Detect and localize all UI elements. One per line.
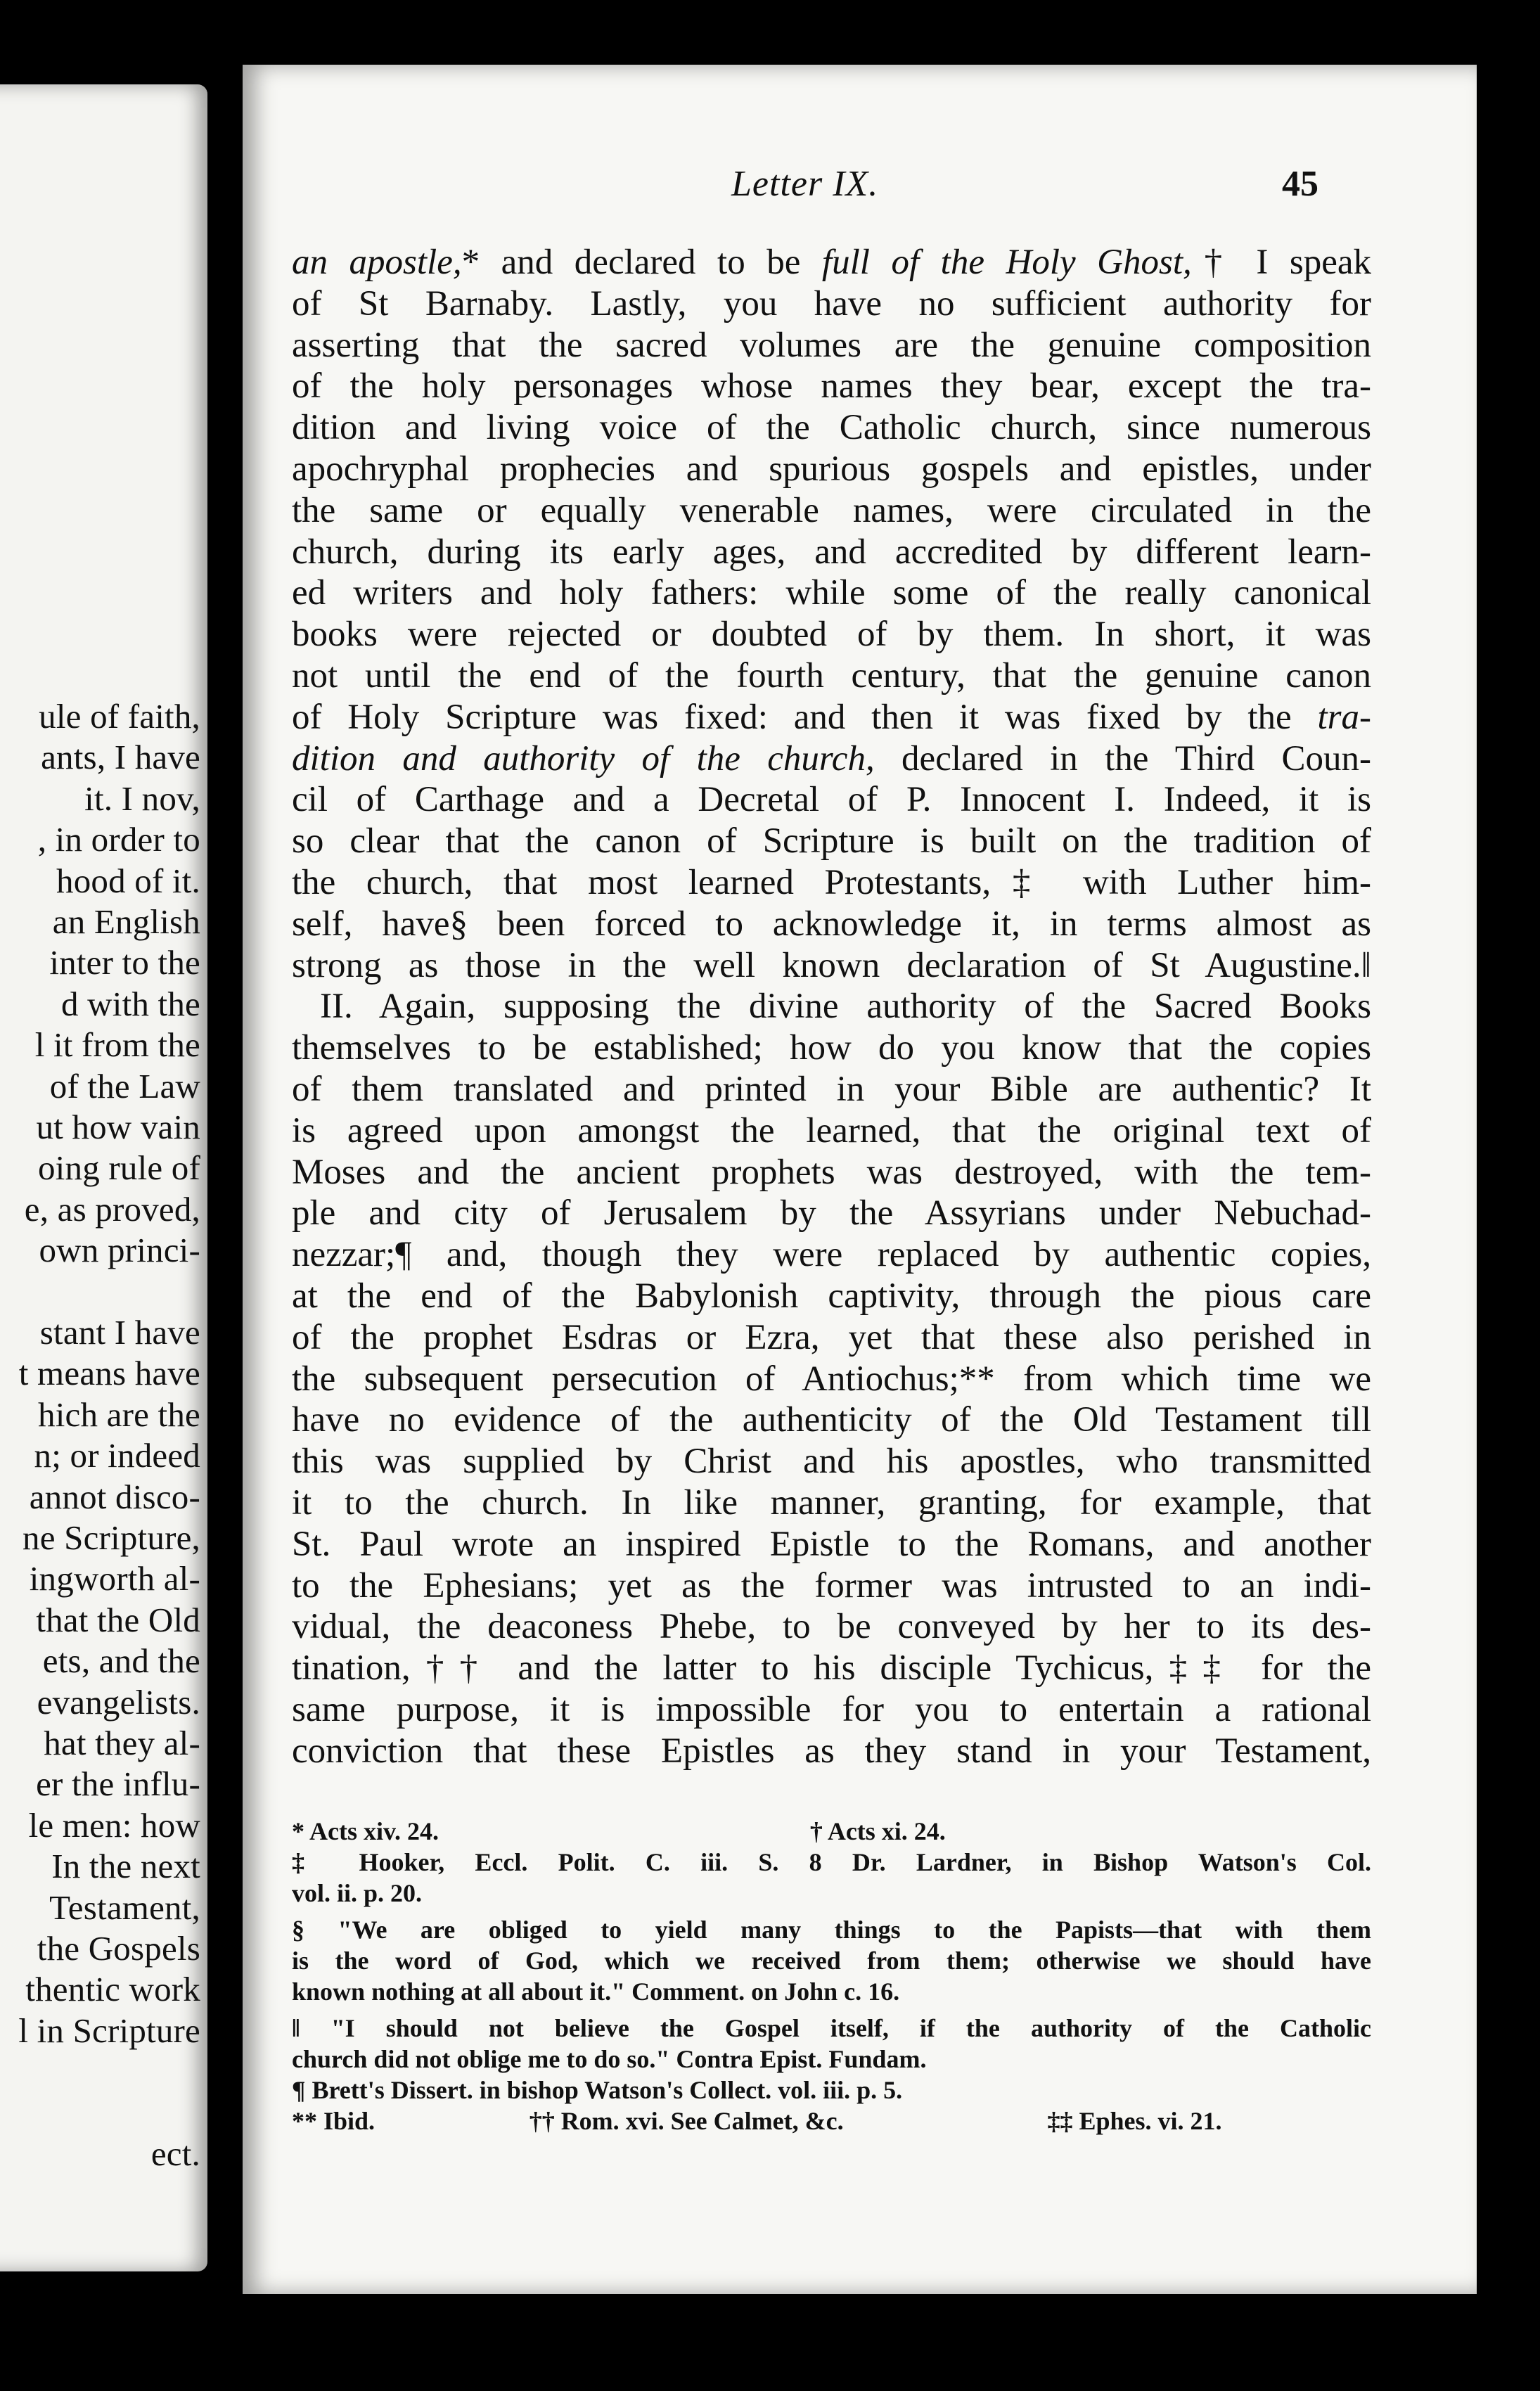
running-head: Letter IX. [731,164,879,204]
text-line: an apostle,* and declared to be full of the Holy Ghost,† I speak [292,243,1372,282]
text-line: conviction that these Epistles as they stand in your Testament, [292,1731,1371,1771]
left-page-line: ule of faith, [39,697,200,736]
left-page-line: er the influ- [36,1764,200,1804]
text-line: asserting that the sacred volumes are the genuine composition [292,325,1371,365]
text-line: vidual, the deaconess Phebe, to be conveyed by her to its des- [292,1607,1371,1647]
text-line: of Holy Scripture was fixed: and then it was fixed by the tra- [292,697,1371,737]
left-page-line: n; or indeed [34,1436,200,1475]
text-line: books were rejected or doubted of by them. In short, it was [292,615,1371,655]
text-line: have no evidence of the authenticity of the Old Testament till [292,1400,1371,1440]
left-page-line: it. I nov, [84,778,200,818]
text-line: dition and authority of the church, declared in the Third Coun- [292,738,1372,778]
left-page-line: ut how vain [36,1108,200,1146]
text-line: of them translated and printed in your Bible are authentic? It [292,1069,1371,1109]
text-line: church, during its early ages, and accredited by different learn- [292,532,1371,572]
text-line: tination,†† and the latter to his disciple Tychicus,‡‡ for the [292,1648,1371,1688]
left-page-line: inter to the [49,943,200,982]
footnote: is the word of God, which we received from them; otherwise we should have [292,1947,1371,1975]
page-number: 45 [1282,164,1318,204]
text-line: to the Ephesians; yet as the former was intrusted to an indi- [292,1565,1371,1605]
text-line: cil of Carthage and a Decretal of P. Innocent I. Indeed, it is [292,780,1371,820]
left-page-line: le men: how [28,1805,200,1845]
left-page-line: ingworth al- [29,1559,200,1598]
left-page-line: oing rule of [37,1148,200,1188]
text-line: ple and city of Jerusalem by the Assyrians under Nebuchad- [292,1193,1371,1233]
text-line: so clear that the canon of Scripture is built on the tradition of [292,821,1371,861]
left-page-line: Testament, [49,1887,200,1927]
footnote-row [292,2105,1371,2136]
left-page-line: annot disco- [29,1477,200,1516]
text-line: the subsequent persecution of Antiochus;** from which time we [292,1359,1371,1399]
footnote-row [292,1816,1371,1847]
text-line: this was supplied by Christ and his apostles, who transmitted [292,1442,1371,1482]
footnote: § "We are obliged to yield many things to the Papists—that with them [292,1916,1371,1944]
left-page-line: t means have [18,1354,200,1393]
footnote: †† Rom. xvi. See Calmet, &c. [529,2107,844,2135]
page-header [243,163,1368,212]
body-text [292,242,1371,1771]
footnote: known nothing at all about it." Comment. on John c. 16. [292,1977,900,2006]
text-line: ed writers and holy fathers: while some of the really canonical [292,573,1371,613]
left-page-line: ets, and the [42,1641,200,1681]
left-page-line: thentic work [25,1970,200,2009]
text-line: at the end of the Babylonish captivity, through the pious care [292,1276,1371,1316]
left-page-fragment [0,84,207,2271]
text-line: II. Again, supposing the divine authority of the Sacred Books [320,987,1371,1027]
text-line: of St Barnaby. Lastly, you have no sufficient authority for [292,283,1371,323]
footnote: * Acts xiv. 24. [292,1817,439,1845]
left-page-line: evangelists. [37,1682,200,1722]
footnote: vol. ii. p. 20. [292,1879,423,1907]
left-page-line: e, as proved, [24,1189,200,1229]
footnotes [292,1816,1371,2136]
left-page-line: , in order to [37,820,200,859]
text-line: strong as those in the well known declaration of St Augustine.‖ [292,945,1371,985]
right-page [243,65,1477,2294]
left-page-line: ne Scripture, [23,1518,200,1557]
text-line: same purpose, it is impossible for you to entertain a rational [292,1689,1371,1729]
text-line: themselves to be established; how do you know that the copies [292,1028,1371,1068]
left-page-line: In the next [51,1847,200,1886]
text-line: it to the church. In like manner, granting, for example, that [292,1482,1371,1523]
left-page-line: l in Scripture [18,2011,200,2050]
left-page-line: of the Law [49,1066,200,1105]
left-page-line: the Gospels [37,1929,200,1968]
text-line: apochryphal prophecies and spurious gospels and epistles, under [292,449,1371,489]
footnote: ‡‡ Ephes. vi. 21. [1047,2107,1222,2135]
left-page-line: l it from the [34,1025,200,1065]
text-line: is agreed upon amongst the learned, that the original text of [292,1110,1371,1150]
text-line: of the prophet Esdras or Ezra, yet that these also perished in [292,1317,1371,1357]
left-page-line: ect. [150,2134,200,2173]
text-line: dition and living voice of the Catholic church, since numerous [292,408,1371,448]
text-line: Moses and the ancient prophets was destroyed, with the tem- [292,1152,1371,1192]
left-page-line: own princi- [39,1231,200,1270]
text-line: self, have§ been forced to acknowledge it, in terms almost as [292,904,1371,944]
left-page-line: hood of it. [56,861,200,900]
left-page-line: hich are the [38,1395,200,1434]
left-page-line: hat they al- [44,1724,200,1762]
footnote: ‡ Hooker, Eccl. Polit. C. iii. S. 8 Dr. Lardner, in Bishop Watson's Col. [292,1848,1371,1876]
text-line: of the holy personages whose names they bear, except the tra- [292,366,1371,406]
text-line: the same or equally venerable names, were circulated in the [292,490,1371,530]
footnote: church did not oblige me to do so." Contra Epist. Fundam. [292,2045,927,2073]
left-page-line: that the Old [36,1600,200,1639]
left-page-line: d with the [61,984,200,1023]
footnote: ¶ Brett's Dissert. in bishop Watson's Collect. vol. iii. p. 5. [292,2076,903,2104]
text-line: the church, that most learned Protestants,‡ with Luther him- [292,862,1371,902]
footnote: † Acts xi. 24. [809,1817,946,1845]
text-line: St. Paul wrote an inspired Epistle to the Romans, and another [292,1524,1371,1564]
text-line: nezzar;¶ and, though they were replaced by authentic copies, [292,1235,1371,1275]
left-page-line: ants, I have [41,738,200,777]
text-line: not until the end of the fourth century, that the genuine canon [292,655,1371,695]
left-page-line: an English [52,902,200,941]
footnote: ‖ "I should not believe the Gospel itself, if the authority of the Catholic [292,2014,1371,2042]
left-page-line: stant I have [39,1313,200,1352]
footnote: ** Ibid. [292,2107,376,2135]
